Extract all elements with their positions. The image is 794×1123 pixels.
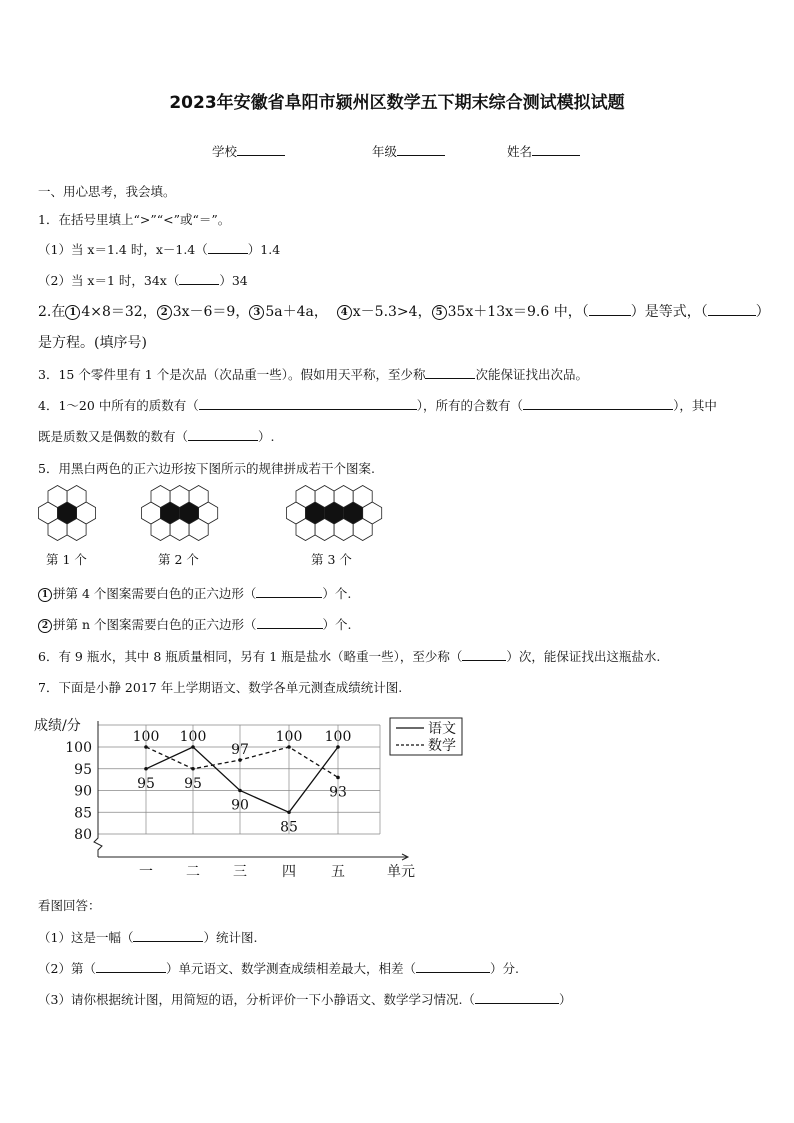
q5-stem: 5．用黑白两色的正六边形按下图所示的规律拼成若干个图案. [38,461,375,476]
q6-text: 6．有 9 瓶水，其中 8 瓶质量相同，另有 1 瓶是盐水（略重一些），至少称（ [38,649,463,664]
q2-end: ） [755,304,770,320]
data-label: 93 [329,784,347,801]
data-label: 95 [184,775,202,792]
y-tick-label: 90 [74,783,92,800]
name-field [507,142,580,160]
q2-mid: ）是等式，（ [630,304,708,320]
circled-number: 5 [432,305,447,320]
q2-expr: x－5.3>4， [352,304,432,320]
q7-sub2-text: （2）第（ [38,961,96,976]
name-blank[interactable] [532,143,580,156]
q7-sub2-unit-blank[interactable] [96,960,166,973]
data-point [336,745,340,749]
data-label: 100 [132,729,160,745]
y-tick-label: 80 [74,827,92,843]
page-title: 2023年安徽省阜阳市颍州区数学五下期末综合测试模拟试题 [169,93,625,113]
data-label: 100 [324,729,352,745]
q3-blank[interactable] [425,366,475,379]
circled-number: 4 [337,305,352,320]
q1-stem: 1．在括号里填上“>”“<”或“＝”。 [38,212,231,227]
q4-text2: 既是质数又是偶数的数有（ [38,429,189,444]
data-point [191,767,195,771]
q7-sub1-text: （1）这是一幅（ [38,930,134,945]
q2-expr: 35x＋13x＝9.6 中，（ [447,304,589,320]
pattern-label: 第 1 个 [46,552,87,567]
q3 [38,365,588,383]
q2-lead: 2.在 [38,304,66,320]
circled-number: 1 [65,305,80,320]
q6-blank[interactable] [462,648,506,661]
data-point [144,745,148,749]
q1-part2-end: ）34 [219,273,248,288]
circled-number: 2 [157,305,172,320]
q3-end: 次能保证找出次品。 [475,367,588,382]
school-blank[interactable] [237,143,285,156]
q1-part1-blank[interactable] [208,241,248,254]
data-label: 100 [179,729,207,745]
y-tick-label: 100 [65,740,92,756]
q1-part1 [38,240,280,258]
q7-stem: 7．下面是小静 2017 年上学期语文、数学各单元测查成绩统计图. [38,680,403,695]
q4-even-prime-blank[interactable] [188,428,258,441]
legend-label: 语文 [428,721,456,737]
circled-number: 2 [38,619,52,633]
grade-label: 年级 [372,144,398,159]
grade-blank[interactable] [397,143,445,156]
q6 [38,647,660,665]
legend-label: 数学 [428,738,456,754]
q2-formula-blank[interactable] [708,303,756,316]
q5-sub2-text: 拼第 n 个图案需要白色的正六边形（ [53,617,257,632]
line-chart [30,710,456,885]
q7-sub1 [38,928,257,946]
q4-text: 4．1～20 中所有的质数有（ [38,398,199,413]
y-tick-label: 85 [74,805,92,822]
q5-sub2-end: ）个. [322,617,352,632]
q1-part2 [38,271,248,289]
q5-sub1-text: 拼第 4 个图案需要白色的正六边形（ [53,586,257,601]
pattern-label: 第 2 个 [158,552,199,567]
x-tick-label: 四 [282,864,296,880]
data-label: 95 [137,775,155,792]
data-point [238,758,242,762]
q1-part1-end: ）1.4 [247,242,281,257]
school-field [212,142,285,160]
q7-sub3-end: ） [558,992,572,1007]
x-axis-label: 单元 [387,864,415,880]
name-label: 姓名 [507,144,533,159]
grade-field [372,142,445,160]
q2-equation-blank[interactable] [589,303,631,316]
q7-sub2-mid: ）单元语文、数学测查成绩相差最大，相差（ [165,961,416,976]
q5-sub1-blank[interactable] [256,585,322,598]
q1-part2-text: （2）当 x＝1 时，34x（ [38,273,180,288]
q2-expr: 4×8＝32， [81,304,157,320]
y-axis [94,721,102,857]
q7-sub2 [38,959,519,977]
q4-mid: ），所有的合数有（ [416,398,524,413]
q4-composites-blank[interactable] [523,397,673,410]
q7-sub3 [38,990,571,1008]
data-label: 97 [231,742,249,759]
q7-look: 看图回答： [38,898,101,913]
data-point [287,810,291,814]
school-label: 学校 [212,144,238,159]
q2-expr: 5a＋4a， [265,304,328,320]
q4-line2 [38,427,275,445]
data-point [238,789,242,793]
x-tick-label: 三 [233,864,247,880]
section-heading: 一、用心思考，我会填。 [38,184,176,199]
x-tick-label: 一 [139,864,153,880]
x-tick-label: 五 [331,864,345,880]
data-label: 100 [275,729,303,745]
q5-sub1 [38,584,351,602]
q2-line1 [38,301,770,321]
circled-number: 1 [38,588,52,602]
q7-sub3-text: （3）请你根据统计图，用简短的语，分析评价一下小静语文、数学学习情况.（ [38,992,475,1007]
q7-sub3-blank[interactable] [475,991,559,1004]
y-tick-label: 95 [74,761,92,778]
q4-end: ），其中 [673,398,717,413]
q7-sub2-diff-blank[interactable] [416,960,490,973]
q4-end2: ）. [258,429,275,444]
circled-number: 3 [249,305,264,320]
q4-line1 [38,396,717,414]
q7-sub2-end: ）分. [489,961,519,976]
data-label: 85 [280,819,298,836]
data-point [287,745,291,749]
hexagon-patterns [30,484,430,544]
q5-sub1-end: ）个. [322,586,352,601]
data-label: 90 [231,797,249,814]
q4-primes-blank[interactable] [199,397,417,410]
q2-expr: 3x－6＝9， [172,304,250,320]
q5-sub2 [38,615,351,633]
q7-sub1-end: ）统计图. [203,930,258,945]
data-point [144,767,148,771]
q1-part2-blank[interactable] [179,272,219,285]
q3-text: 3．15 个零件里有 1 个是次品（次品重一些）。假如用天平称，至少称 [38,367,426,382]
pattern-label: 第 3 个 [311,552,352,567]
q2-line2: 是方程。(填序号) [38,335,147,351]
y-axis-label: 成绩/分 [34,718,81,734]
q1-part1-text: （1）当 x＝1.4 时，x－1.4（ [38,242,208,257]
q5-sub2-blank[interactable] [257,616,323,629]
data-point [191,745,195,749]
q7-sub1-blank[interactable] [133,929,203,942]
x-tick-label: 二 [186,864,200,880]
q6-end: ）次，能保证找出这瓶盐水. [506,649,661,664]
data-point [336,776,340,780]
